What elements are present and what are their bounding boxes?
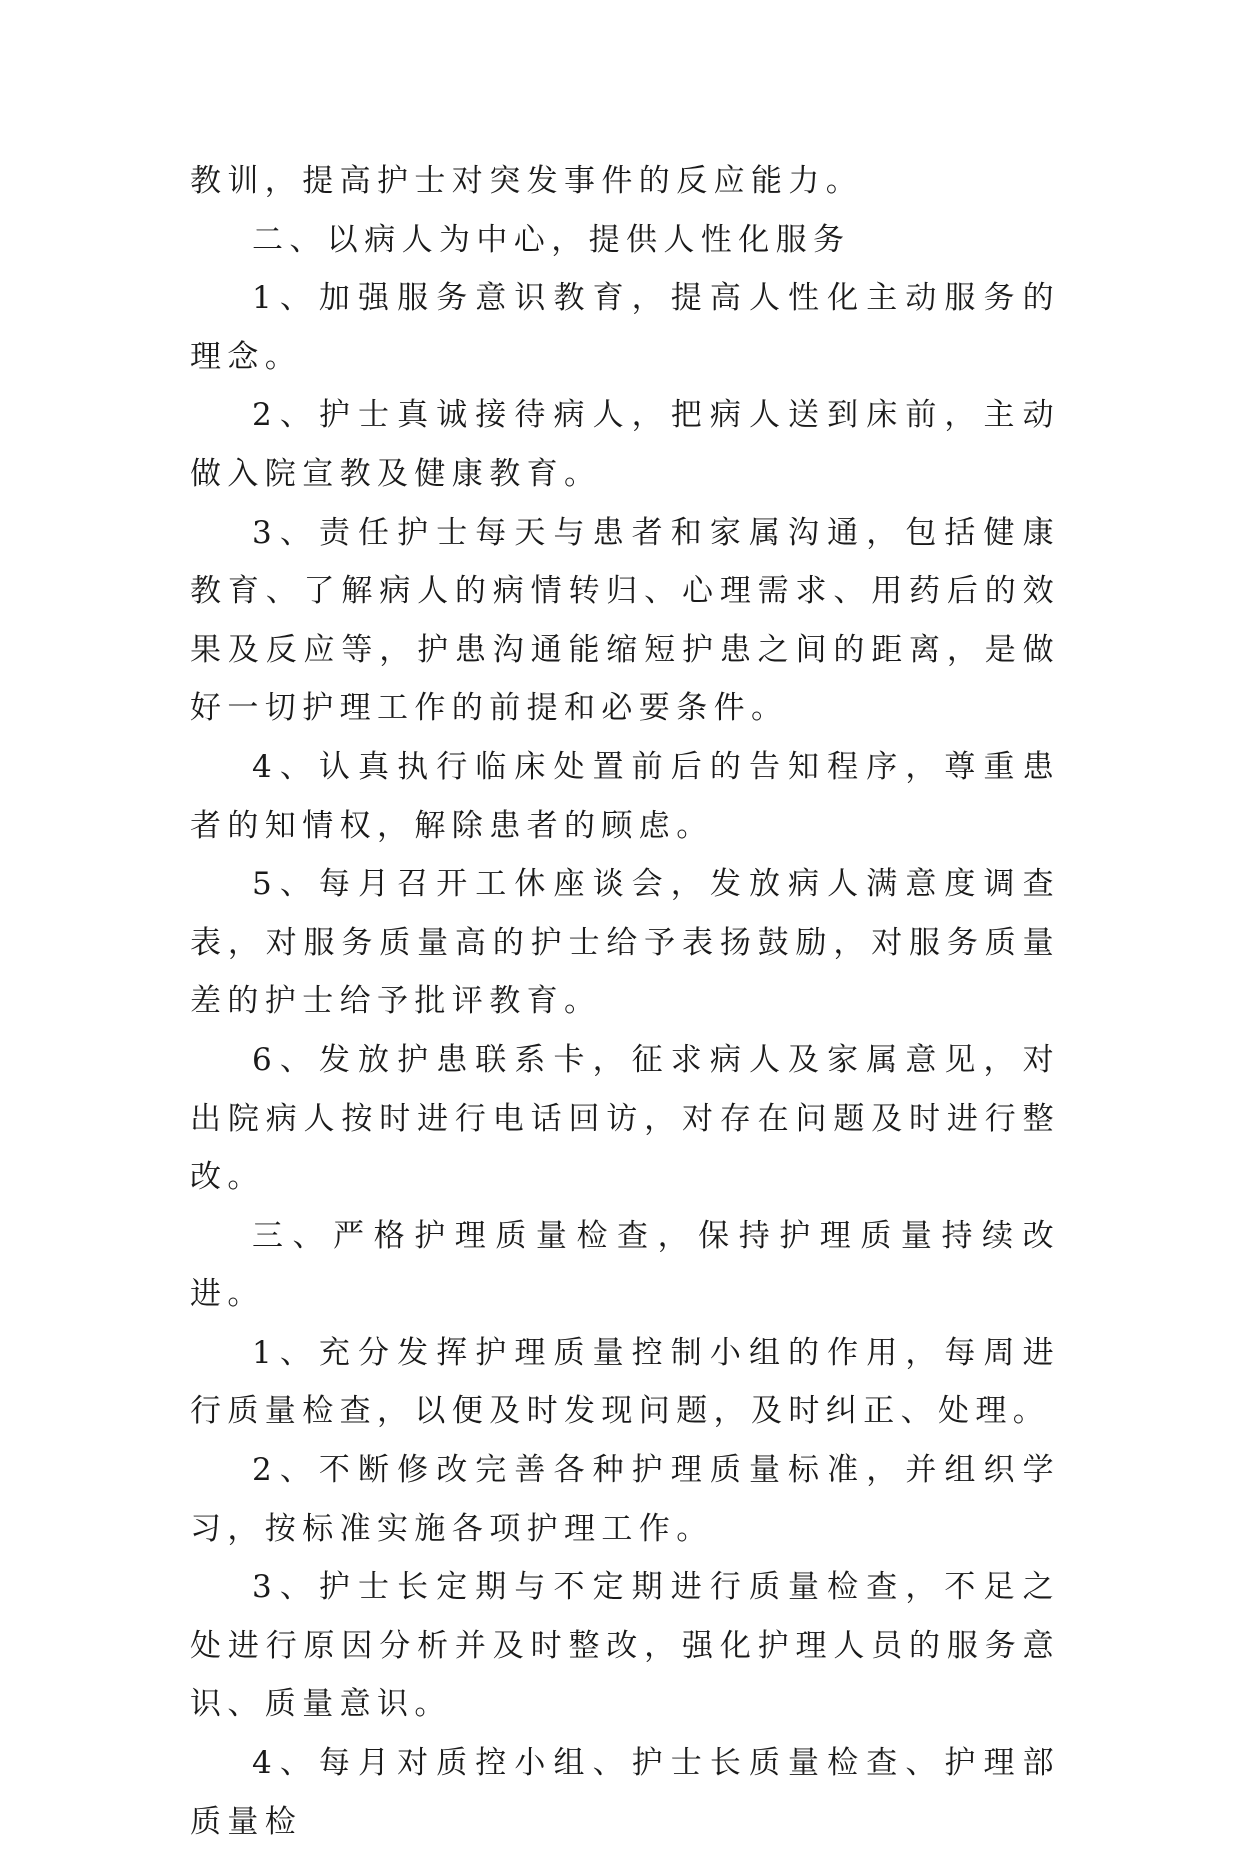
paragraph-item: 2、不断修改完善各种护理质量标准，并组织学习，按标准实施各项护理工作。 (190, 1452, 1060, 1547)
paragraph-item: 2、护士真诚接待病人，把病人送到床前，主动做入院宣教及健康教育。 (190, 397, 1060, 492)
section-heading-2: 二、以病人为中心，提供人性化服务 (252, 221, 851, 258)
paragraph-item: 5、每月召开工休座谈会，发放病人满意度调查表，对服务质量高的护士给予表扬鼓励，对服务质量差的护士给予批评教育。 (190, 866, 1060, 1020)
paragraph-continuation: 教训，提高护士对突发事件的反应能力。 (190, 163, 864, 199)
paragraph-item: 1、充分发挥护理质量控制小组的作用，每周进行质量检查，以便及时发现问题，及时纠正、处理。 (190, 1334, 1060, 1430)
paragraph-item: 3、护士长定期与不定期进行质量检查，不足之处进行原因分析并及时整改，强化护理人员的服务意识、质量意识。 (190, 1569, 1060, 1723)
paragraph-item: 1、加强服务意识教育，提高人性化主动服务的理念。 (190, 280, 1060, 375)
paragraph-item: 3、责任护士每天与患者和家属沟通，包括健康教育、了解病人的病情转归、心理需求、用药后的效果及反应等，护患沟通能缩短护患之间的距离，是做好一切护理工作的前提和必要条件。 (190, 514, 1060, 727)
paragraph-item: 6、发放护患联系卡，征求病人及家属意见，对出院病人按时进行电话回访，对存在问题及时进行整改。 (190, 1041, 1060, 1196)
section-heading-3: 三、严格护理质量检查，保持护理质量持续改进。 (190, 1217, 1060, 1313)
document-body (190, 152, 1060, 1851)
paragraph-item: 4、认真执行临床处置前后的告知程序，尊重患者的知情权，解除患者的顾虑。 (190, 748, 1060, 844)
paragraph-item: 4、每月对质控小组、护士长质量检查、护理部质量检 (190, 1745, 1060, 1840)
